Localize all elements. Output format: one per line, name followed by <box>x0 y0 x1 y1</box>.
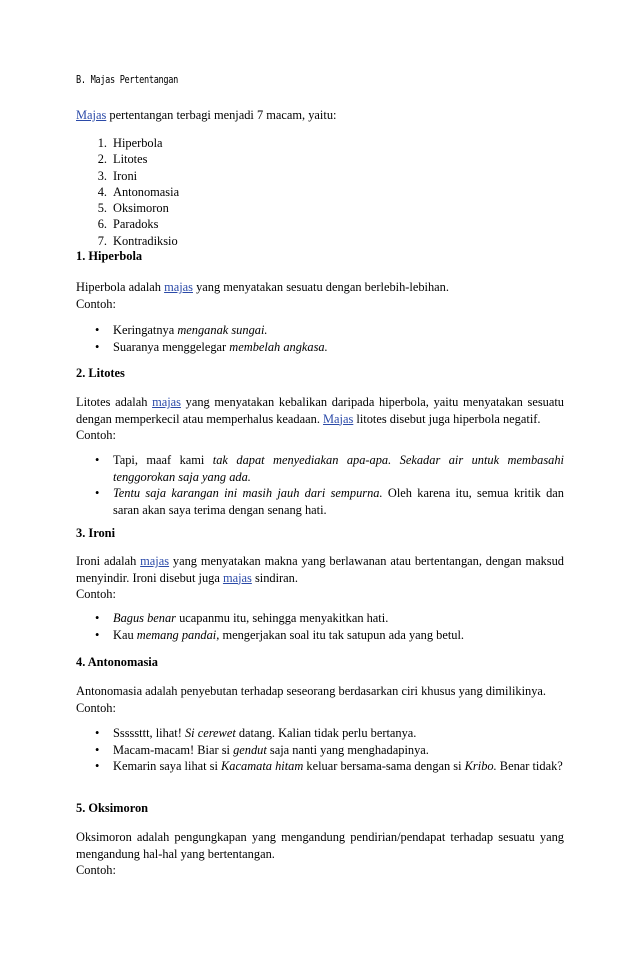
example-text: Macam-macam! Biar si <box>113 742 234 757</box>
list-number: 5. <box>97 201 107 216</box>
antonomasia-definition <box>76 683 564 716</box>
definition-text: sindiran. <box>251 570 298 585</box>
section-title-antonomasia: 4. Antonomasia <box>76 655 158 669</box>
list-number: 1. <box>97 136 107 150</box>
numbered-list <box>76 135 564 249</box>
example-italic: Tentu saja karangan ini masih jauh dari sempurna. <box>113 486 383 500</box>
list-text: Hiperbola <box>113 136 163 150</box>
list-number: 4. <box>97 184 107 199</box>
list-item <box>76 151 564 167</box>
list-item <box>76 725 564 742</box>
intro-text: pertentangan terbagi menjadi 7 macam, yaitu: <box>106 108 337 122</box>
section-heading: B. Majas Pertentangan <box>76 74 178 86</box>
bullet-icon: • <box>95 726 100 740</box>
list-item <box>76 233 564 249</box>
example-text: datang. Kalian tidak perlu bertanya. <box>235 726 417 740</box>
section-title-oksimoron: 5. Oksimoron <box>76 801 149 815</box>
list-item <box>76 216 564 232</box>
hiperbola-definition <box>76 279 564 312</box>
list-number: 3. <box>97 168 107 183</box>
list-item <box>76 758 564 775</box>
list-text: Paradoks <box>113 217 159 232</box>
contoh-label: Contoh: <box>76 296 116 311</box>
contoh-label: Contoh: <box>76 587 116 601</box>
bullet-icon: • <box>95 339 100 354</box>
example-italic: membelah angkasa. <box>229 339 328 354</box>
example-italic: Kribo. <box>464 759 497 773</box>
bullet-icon: • <box>95 627 100 642</box>
definition-text: Oksimoron adalah pengungkapan yang mengandung pendirian/pendapat terhadap sesuatu yang mengandung hal-hal yang bertentangan. <box>76 830 564 861</box>
majas-link[interactable]: majas <box>164 280 193 294</box>
definition-text: yang menyatakan makna yang berlawanan atau bertentangan, dengan maksud menyindir. Ironi disebut juga <box>76 554 564 585</box>
bullet-icon: • <box>95 323 100 337</box>
list-text: Litotes <box>113 152 148 167</box>
example-italic: memang pandai, <box>136 627 220 642</box>
example-italic: gendut <box>233 742 267 757</box>
oksimoron-definition <box>76 829 564 879</box>
example-text: Sssssttt, lihat! <box>113 726 185 740</box>
definition-text: yang menyatakan sesuatu dengan berlebih-lebihan. <box>192 280 449 294</box>
list-item <box>76 485 564 518</box>
section-title-hiperbola: 1. Hiperbola <box>76 249 143 263</box>
list-item <box>76 168 564 184</box>
list-number: 6. <box>97 217 107 232</box>
list-item <box>76 339 564 356</box>
list-item <box>76 200 564 216</box>
intro-paragraph <box>76 107 564 124</box>
example-italic: Si cerewet <box>184 726 236 740</box>
example-text: Keringatnya <box>113 323 178 337</box>
bullet-icon: • <box>95 742 100 757</box>
definition-text: Ironi adalah <box>76 554 141 568</box>
list-text: Kontradiksio <box>113 233 178 248</box>
example-text: Kau <box>113 627 137 642</box>
list-text: Antonomasia <box>113 184 180 199</box>
hiperbola-examples <box>76 322 564 355</box>
contoh-label: Contoh: <box>76 700 116 715</box>
list-number: 7. <box>97 233 107 248</box>
example-text: Kemarin saya lihat si <box>113 759 222 773</box>
majas-link[interactable]: Majas <box>323 411 354 426</box>
example-text: Suaranya menggelegar <box>113 339 230 354</box>
example-italic: Kacamata hitam <box>221 759 304 773</box>
section-title-ironi: 3. Ironi <box>76 526 116 540</box>
bullet-icon: • <box>95 453 100 467</box>
majas-link[interactable]: majas <box>152 395 181 409</box>
contoh-label: Contoh: <box>76 428 116 442</box>
list-text: Ironi <box>113 168 138 183</box>
example-text: ucapanmu itu, sehingga menyakitkan hati. <box>175 611 389 625</box>
list-item <box>76 452 564 485</box>
example-italic: tak dapat menyediakan apa-apa. Sekadar air untuk membasahi tenggorokan saja yang ada. <box>113 453 564 484</box>
list-item <box>76 184 564 200</box>
antonomasia-examples <box>76 725 564 775</box>
litotes-examples <box>76 452 564 518</box>
bullet-icon: • <box>95 486 100 500</box>
majas-link[interactable]: majas <box>140 554 170 568</box>
contoh-label: Contoh: <box>76 863 116 877</box>
example-text: Benar tidak? <box>496 759 563 773</box>
example-text: Oleh karena itu, semua kritik dan saran akan saya terima dengan senang hati. <box>113 486 564 517</box>
example-text: Tapi, maaf kami <box>113 453 213 467</box>
example-text: saja nanti yang menghadapinya. <box>266 742 429 757</box>
list-text: Oksimoron <box>113 201 169 216</box>
example-text: mengerjakan soal itu tak satupun ada yang betul. <box>219 627 465 642</box>
list-item <box>76 742 564 759</box>
example-text: keluar bersama-sama dengan si <box>303 759 465 773</box>
definition-text: Hiperbola adalah <box>76 280 165 294</box>
list-number: 2. <box>97 152 107 167</box>
definition-text: yang menyatakan kebalikan daripada hiperbola, yaitu menyatakan sesuatu dengan memperkecil atau memperhalus keadaan. <box>76 395 564 426</box>
list-item <box>76 135 564 151</box>
definition-text: Litotes adalah <box>76 395 153 409</box>
section-title-litotes: 2. Litotes <box>76 366 125 380</box>
definition-text: Antonomasia adalah penyebutan terhadap seseorang berdasarkan ciri khusus yang dimilikinya. <box>76 684 547 698</box>
list-item <box>76 610 564 627</box>
majas-link[interactable]: Majas <box>76 108 107 122</box>
example-italic: menganak sungai. <box>177 323 268 337</box>
litotes-definition <box>76 394 564 444</box>
definition-text: litotes disebut juga hiperbola negatif. <box>353 411 541 426</box>
list-item <box>76 322 564 339</box>
bullet-icon: • <box>95 759 100 773</box>
list-item <box>76 627 564 644</box>
bullet-icon: • <box>95 611 100 625</box>
example-italic: Bagus benar <box>113 611 176 625</box>
majas-link[interactable]: majas <box>222 570 252 585</box>
ironi-examples <box>76 610 564 643</box>
ironi-definition <box>76 553 564 603</box>
